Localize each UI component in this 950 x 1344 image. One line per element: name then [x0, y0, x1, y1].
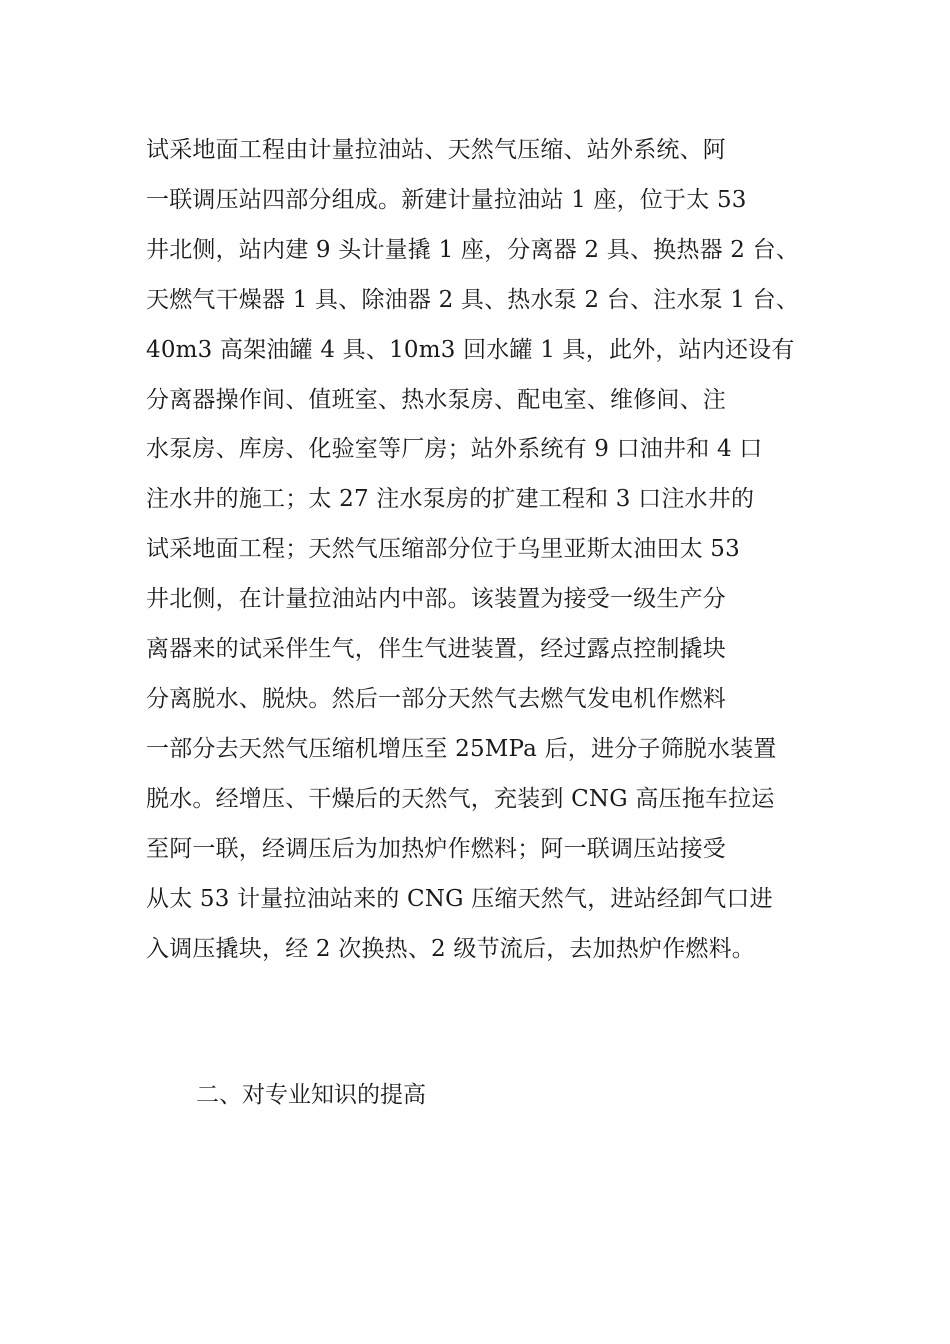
paragraph-line: 注水井的施工；太 27 注水泵房的扩建工程和 3 口注水井的: [146, 486, 755, 513]
paragraph-line: 天燃气干燥器 1 具、除油器 2 具、热水泵 2 台、注水泵 1 台、: [146, 286, 800, 313]
paragraph-line: 试采地面工程；天然气压缩部分位于乌里亚斯太油田太 53: [146, 536, 740, 563]
paragraph-line: 离器来的试采伴生气，伴生气进装置，经过露点控制撬块: [146, 636, 726, 663]
paragraph-line: 脱水。经增压、干燥后的天然气，充装到 CNG 高压拖车拉运: [146, 785, 775, 812]
paragraph-line: 至阿一联，经调压后为加热炉作燃料；阿一联调压站接受: [146, 835, 726, 862]
paragraph-line: 分离脱水、脱炔。然后一部分天然气去燃气发电机作燃料: [146, 685, 726, 712]
paragraph-line: 入调压撬块，经 2 次换热、2 级节流后，去加热炉作燃料。: [146, 935, 755, 962]
paragraph-line: 分离器操作间、值班室、热水泵房、配电室、维修间、注: [146, 386, 726, 413]
section-heading: 二、对专业知识的提高: [196, 1082, 426, 1108]
paragraph-line: 一联调压站四部分组成。新建计量拉油站 1 座，位于太 53: [146, 186, 747, 213]
body-paragraph: [146, 126, 826, 974]
paragraph-line: 40m3 高架油罐 4 具、10m3 回水罐 1 具，此外，站内还设有: [146, 336, 795, 363]
paragraph-line: 水泵房、库房、化验室等厂房；站外系统有 9 口油井和 4 口: [146, 436, 763, 463]
paragraph-line: 从太 53 计量拉油站来的 CNG 压缩天然气，进站经卸气口进: [146, 885, 773, 912]
paragraph-line: 一部分去天然气压缩机增压至 25MPa 后，进分子筛脱水装置: [146, 735, 777, 762]
paragraph-line: 井北侧，站内建 9 头计量撬 1 座，分离器 2 具、换热器 2 台、: [146, 236, 800, 263]
paragraph-line: 试采地面工程由计量拉油站、天然气压缩、站外系统、阿: [146, 137, 726, 163]
paragraph-line: 井北侧，在计量拉油站内中部。该装置为接受一级生产分: [146, 586, 726, 613]
